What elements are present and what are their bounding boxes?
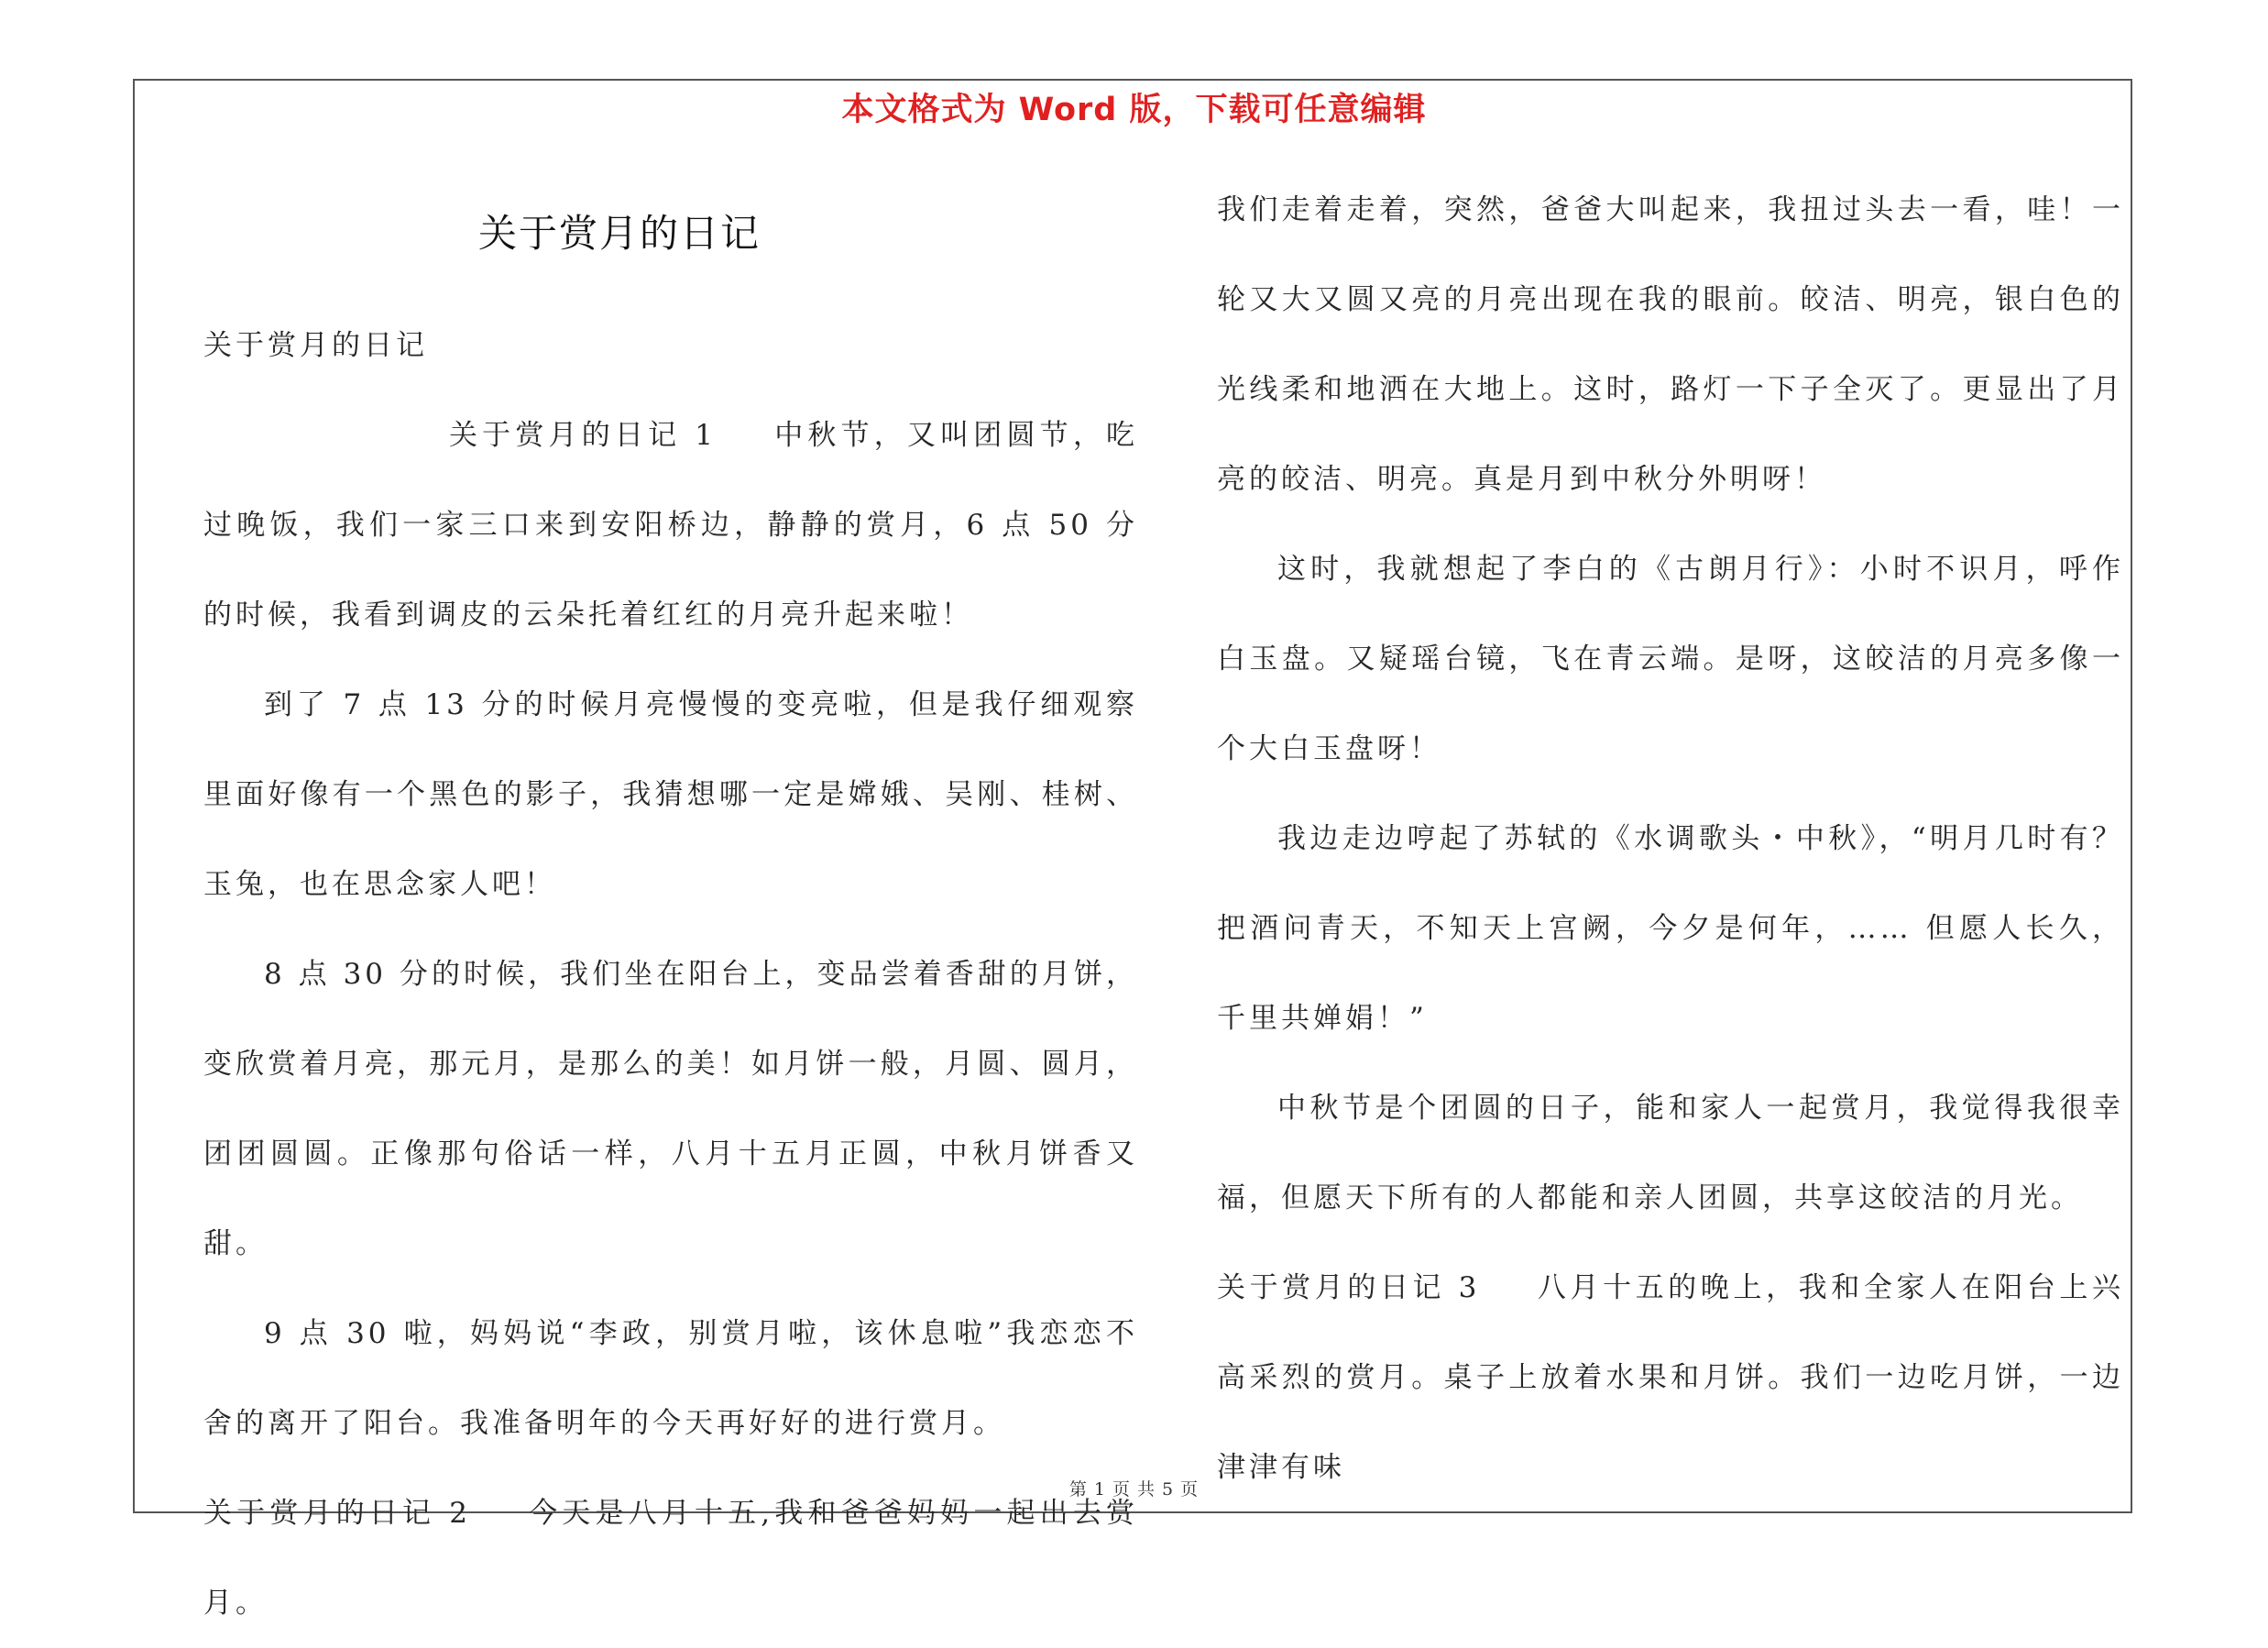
left-column <box>203 301 1138 1648</box>
entry-1-heading: 关于赏月的日记 1 <box>449 419 718 452</box>
paragraph: 我边走边哼起了苏轼的《水调歌头・中秋》，“明月几时有？把酒问青天，不知天上宫阙，今夕是何年，…… 但愿人长久，千里共婵娟！” <box>1217 822 2124 1035</box>
paragraph: 9 点 30 啦，妈妈说“李政，别赏月啦，该休息啦”我恋恋不舍的离开了阳台。我准备明年的今天再好好的进行赏月。 <box>203 1317 1138 1440</box>
intro-line: 关于赏月的日记 <box>203 329 428 362</box>
paragraph: 8 点 30 分的时候，我们坐在阳台上，变品尝着香甜的月饼，变欣赏着月亮，那元月，是那么的美！如月饼一般，月圆、圆月，团团圆圆。正像那句俗话一样，八月十五月正圆，中秋月饼香又甜。 <box>203 958 1138 1260</box>
page-number-footer: 第 1 页 共 5 页 <box>1068 1479 1200 1500</box>
entry-1-text: 中秋节，又叫团圆节，吃过晚饭，我们一家三口来到安阳桥边，静静的赏月，6 点 50 分的时候，我看到调皮的云朵托着红红的月亮升起来啦！ <box>203 419 1139 632</box>
paragraph: 我们走着走着，突然，爸爸大叫起来，我扭过头去一看，哇！一轮又大又圆又亮的月亮出现在我的眼前。皎洁、明亮，银白色的光线柔和地洒在大地上。这时，路灯一下子全灭了。更显出了月亮的皎洁、明亮。真是月到中秋分外明呀！ <box>1217 193 2124 496</box>
entry-3-text: 八月十五的晚上，我和全家人在阳台上兴高采烈的赏月。桌子上放着水果和月饼。我们一边吃月饼，一边津津有味 <box>1217 1271 2125 1484</box>
entry-3-heading: 关于赏月的日记 3 <box>1217 1271 1481 1304</box>
paragraph: 这时，我就想起了李白的《古朗月行》：小时不识月，呼作白玉盘。又疑瑶台镜，飞在青云端。是呀，这皎洁的月亮多像一个大白玉盘呀！ <box>1217 553 2124 765</box>
entry-1-paragraph <box>203 390 1138 660</box>
document-title: 关于赏月的日记 <box>478 211 761 256</box>
entry-2-text: 今天是八月十五,我和爸爸妈妈一起出去赏月。 <box>203 1497 1139 1620</box>
entry-3-paragraph <box>1217 1243 2124 1512</box>
paragraph: 到了 7 点 13 分的时候月亮慢慢的变亮啦，但是我仔细观察里面好像有一个黑色的影子，我猜想哪一定是嫦娥、吴刚、桂树、玉兔，也在思念家人吧！ <box>203 688 1138 901</box>
entry-2-heading: 关于赏月的日记 2 <box>203 1497 471 1530</box>
right-column <box>1217 165 2124 1512</box>
editable-notice-banner: 本文格式为 Word 版，下载可任意编辑 <box>841 92 1427 128</box>
paragraph: 中秋节是个团圆的日子，能和家人一起赏月，我觉得我很幸福，但愿天下所有的人都能和亲人团圆，共享这皎洁的月光。 <box>1217 1092 2124 1214</box>
